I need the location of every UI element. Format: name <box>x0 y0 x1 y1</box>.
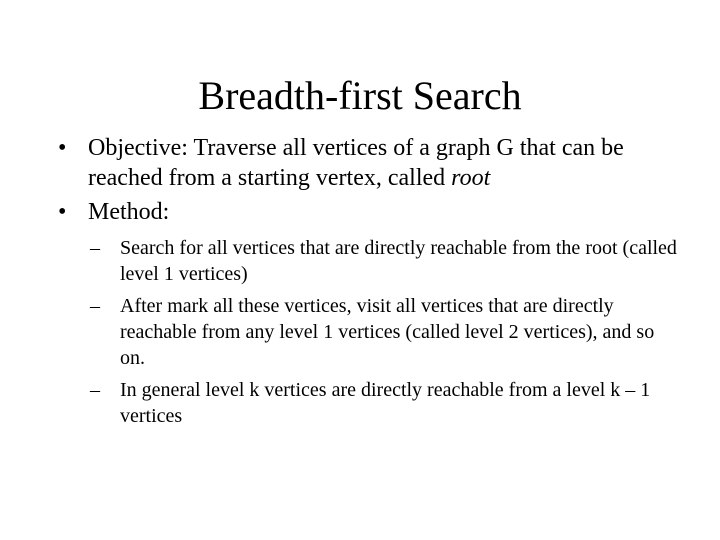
method-sub-list <box>58 235 678 429</box>
bullet-method <box>58 197 678 227</box>
bullet-objective <box>58 133 678 193</box>
sub-bullet-in-general-text: In general level k vertices are directly reachable from a level k – 1 vertices <box>120 379 651 427</box>
bullet-objective-text: Objective: Traverse all vertices of a graph G that can be reached from a starting vertex, called <box>88 135 624 191</box>
bullet-method-text: Method: <box>88 199 170 225</box>
dash-marker: – <box>90 237 100 259</box>
sub-bullet-after-mark <box>90 293 678 371</box>
bullet-marker: • <box>58 199 67 225</box>
bullet-objective-italic: root <box>451 165 491 191</box>
sub-bullet-in-general <box>90 377 678 429</box>
slide-body <box>58 133 678 435</box>
slide-title: Breadth-first Search <box>198 73 522 118</box>
dash-marker: – <box>90 295 100 317</box>
bullet-marker: • <box>58 135 67 161</box>
dash-marker: – <box>90 379 100 401</box>
sub-bullet-search-text: Search for all vertices that are directly reachable from the root (called level 1 vertices) <box>120 237 677 285</box>
sub-bullet-search <box>90 235 678 287</box>
sub-bullet-after-mark-text: After mark all these vertices, visit all vertices that are directly reachable from any level 1 vertices (called level 2 vertices), and so on. <box>120 295 655 369</box>
